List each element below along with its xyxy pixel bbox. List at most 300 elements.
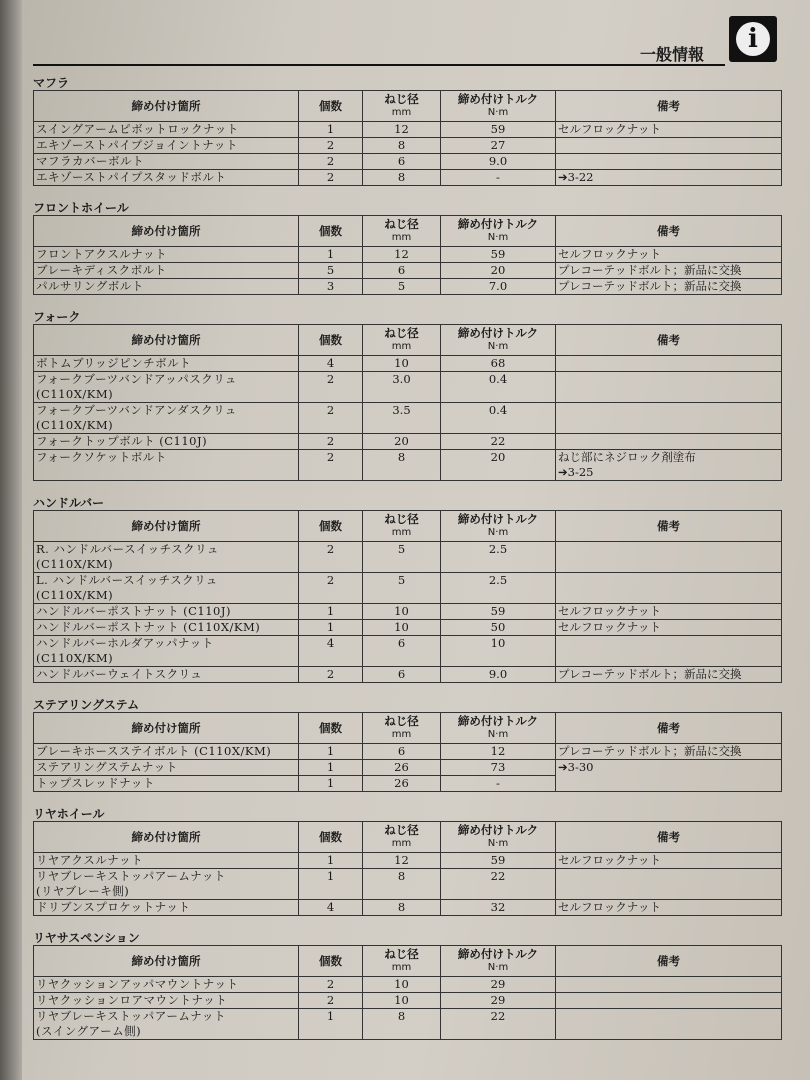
table-row <box>34 900 782 916</box>
column-header-label: 個数 <box>319 830 342 844</box>
table-row <box>34 853 782 869</box>
location-line: フロントアクスルナット <box>36 247 167 261</box>
column-header-label: 締め付けトルク <box>457 823 539 837</box>
cell-dia: 12 <box>363 853 441 869</box>
location-line: ハンドルバーホルダアッパナット <box>36 636 214 650</box>
column-header-location <box>34 511 299 542</box>
cell-note <box>556 1009 782 1040</box>
location-line: ブレーキホースステイボルト (C110X/KM) <box>36 744 272 758</box>
cell-torque: 2.5 <box>441 542 556 573</box>
table-row <box>34 372 782 403</box>
column-header-diameter <box>363 91 441 122</box>
cell-count: 2 <box>299 170 363 186</box>
cell-note <box>556 247 782 263</box>
cell-dia: 3.0 <box>363 372 441 403</box>
fastener-location <box>34 636 299 667</box>
cell-note <box>556 138 782 154</box>
table-row <box>34 744 782 760</box>
column-header-diameter <box>363 713 441 744</box>
cell-torque: 68 <box>441 356 556 372</box>
fastener-location <box>34 356 299 372</box>
cell-count: 1 <box>299 760 363 776</box>
cell-count: 2 <box>299 403 363 434</box>
cell-note <box>556 620 782 636</box>
location-line: L. ハンドルバースイッチスクリュ <box>36 573 218 587</box>
cell-count: 2 <box>299 542 363 573</box>
cell-count: 1 <box>299 744 363 760</box>
column-header-torque <box>441 511 556 542</box>
header-row <box>34 713 782 744</box>
cell-dia: 5 <box>363 542 441 573</box>
column-header-label: 個数 <box>319 333 342 347</box>
fastener-location <box>34 279 299 295</box>
cell-dia: 8 <box>363 170 441 186</box>
table-row <box>34 760 782 776</box>
cell-dia: 5 <box>363 573 441 604</box>
location-line: リヤアクスルナット <box>36 853 144 867</box>
location-line: (C110X/KM) <box>36 651 114 665</box>
column-unit: N·m <box>487 107 509 118</box>
cell-dia: 26 <box>363 760 441 776</box>
torque-table <box>33 821 782 916</box>
column-header-label: ねじ径 <box>384 947 419 961</box>
cell-torque: - <box>441 776 556 792</box>
location-line: (リヤブレーキ側) <box>36 884 130 898</box>
header-row <box>34 822 782 853</box>
cell-torque: 12 <box>441 744 556 760</box>
cell-dia: 6 <box>363 636 441 667</box>
column-unit: mm <box>391 729 412 740</box>
table-row <box>34 604 782 620</box>
table-row <box>34 403 782 434</box>
cell-torque: 29 <box>441 993 556 1009</box>
cell-note <box>556 170 782 186</box>
fastener-location <box>34 450 299 481</box>
column-header-label: ねじ径 <box>384 326 419 340</box>
cell-torque: 32 <box>441 900 556 916</box>
cell-dia: 8 <box>363 869 441 900</box>
cell-torque: 29 <box>441 977 556 993</box>
cell-note <box>556 573 782 604</box>
cell-dia: 10 <box>363 977 441 993</box>
cell-note <box>556 372 782 403</box>
torque-table <box>33 324 782 481</box>
cell-count: 4 <box>299 636 363 667</box>
column-header-diameter <box>363 946 441 977</box>
column-header-label: 備考 <box>657 830 680 844</box>
note-line: セルフロックナット <box>558 900 662 914</box>
column-header-location <box>34 91 299 122</box>
torque-spec-content <box>33 72 781 1053</box>
cell-count: 2 <box>299 993 363 1009</box>
column-header-count <box>299 511 363 542</box>
cell-dia: 20 <box>363 434 441 450</box>
section-title: ステアリングステム <box>33 698 140 712</box>
note-line: セルフロックナット <box>558 247 662 261</box>
fastener-location <box>34 667 299 683</box>
cell-dia: 10 <box>363 620 441 636</box>
cell-note <box>556 434 782 450</box>
cell-note <box>556 993 782 1009</box>
header-row <box>34 91 782 122</box>
fastener-location <box>34 977 299 993</box>
column-unit: mm <box>391 962 412 973</box>
cell-note <box>556 667 782 683</box>
binder-edge <box>0 0 22 1080</box>
cell-note <box>556 356 782 372</box>
note-line: ➔3-22 <box>558 170 594 184</box>
column-header-label: 備考 <box>657 99 680 113</box>
table-row <box>34 263 782 279</box>
column-header-label: 締め付けトルク <box>457 714 539 728</box>
fastener-location <box>34 1009 299 1040</box>
column-header-label: 個数 <box>319 954 342 968</box>
cell-count: 1 <box>299 620 363 636</box>
cell-dia: 8 <box>363 138 441 154</box>
location-line: (C110X/KM) <box>36 557 114 571</box>
location-line: スイングアームピボットロックナット <box>36 122 239 136</box>
location-line: フォークブーツバンドアッパスクリュ <box>36 372 237 386</box>
torque-table <box>33 90 782 186</box>
cell-torque: 73 <box>441 760 556 776</box>
column-header-diameter <box>363 216 441 247</box>
cell-torque: 50 <box>441 620 556 636</box>
column-header-notes <box>556 325 782 356</box>
column-header-label: 締め付けトルク <box>457 947 539 961</box>
cell-dia: 6 <box>363 667 441 683</box>
column-header-torque <box>441 91 556 122</box>
note-line: セルフロックナット <box>558 122 662 136</box>
cell-dia: 6 <box>363 154 441 170</box>
column-unit: N·m <box>487 527 509 538</box>
note-line: セルフロックナット <box>558 853 662 867</box>
cell-count: 1 <box>299 853 363 869</box>
column-header-count <box>299 946 363 977</box>
column-header-label: 個数 <box>319 224 342 238</box>
cell-torque: 59 <box>441 247 556 263</box>
fastener-location <box>34 869 299 900</box>
header-divider <box>33 64 725 66</box>
column-header-location <box>34 946 299 977</box>
column-header-diameter <box>363 511 441 542</box>
cell-dia: 8 <box>363 900 441 916</box>
location-line: マフラカバーボルト <box>36 154 144 168</box>
cell-count: 2 <box>299 573 363 604</box>
fastener-location <box>34 138 299 154</box>
cell-torque: 9.0 <box>441 667 556 683</box>
table-row <box>34 279 782 295</box>
torque-table <box>33 945 782 1040</box>
fastener-location <box>34 853 299 869</box>
column-header-count <box>299 91 363 122</box>
column-header-location <box>34 216 299 247</box>
column-unit: mm <box>391 232 412 243</box>
location-line: トップスレッドナット <box>36 776 155 790</box>
cell-count: 2 <box>299 667 363 683</box>
column-unit: mm <box>391 107 412 118</box>
column-header-label: 締め付け箇所 <box>131 224 201 238</box>
column-header-label: ねじ径 <box>384 217 419 231</box>
fastener-location <box>34 604 299 620</box>
column-header-label: 締め付けトルク <box>457 512 539 526</box>
cell-torque: 2.5 <box>441 573 556 604</box>
column-unit: mm <box>391 838 412 849</box>
cell-torque: 0.4 <box>441 372 556 403</box>
location-line: ハンドルバーポストナット (C110J) <box>36 604 231 618</box>
column-unit: mm <box>391 341 412 352</box>
table-row <box>34 170 782 186</box>
section-title: フォーク <box>33 310 81 324</box>
cell-dia: 6 <box>363 263 441 279</box>
table-row <box>34 993 782 1009</box>
cell-torque: 20 <box>441 450 556 481</box>
cell-count: 5 <box>299 263 363 279</box>
column-unit: N·m <box>487 232 509 243</box>
cell-torque: 7.0 <box>441 279 556 295</box>
cell-torque: 0.4 <box>441 403 556 434</box>
column-header-label: 備考 <box>657 721 680 735</box>
page-header-title: 一般情報 <box>640 45 705 64</box>
location-line: リヤクッションロアマウントナット <box>36 993 228 1007</box>
column-header-notes <box>556 946 782 977</box>
note-line: プレコーテッドボルト；新品に交換 <box>558 744 742 758</box>
column-header-label: 個数 <box>319 721 342 735</box>
note-line: プレコーテッドボルト；新品に交換 <box>558 279 742 293</box>
column-header-label: ねじ径 <box>384 512 419 526</box>
cell-note <box>556 122 782 138</box>
cell-dia: 8 <box>363 450 441 481</box>
section-title: リヤサスペンション <box>33 931 140 945</box>
column-header-label: 備考 <box>657 224 680 238</box>
location-line: リヤクッションアッパマウントナット <box>36 977 239 991</box>
cell-count: 2 <box>299 434 363 450</box>
fastener-location <box>34 620 299 636</box>
note-line: セルフロックナット <box>558 620 662 634</box>
location-line: R. ハンドルバースイッチスクリュ <box>36 542 219 556</box>
column-header-count <box>299 822 363 853</box>
table-row <box>34 154 782 170</box>
note-line: プレコーテッドボルト；新品に交換 <box>558 263 742 277</box>
cell-torque: 22 <box>441 869 556 900</box>
cell-count: 2 <box>299 450 363 481</box>
cell-note <box>556 403 782 434</box>
fastener-location <box>34 760 299 776</box>
cell-note <box>556 279 782 295</box>
cell-note <box>556 760 782 792</box>
torque-table <box>33 510 782 683</box>
column-unit: N·m <box>487 729 509 740</box>
table-row <box>34 869 782 900</box>
table-row <box>34 636 782 667</box>
cell-note <box>556 542 782 573</box>
fastener-location <box>34 170 299 186</box>
column-header-torque <box>441 822 556 853</box>
fastener-location <box>34 744 299 760</box>
location-line: ドリブンスプロケットナット <box>36 900 191 914</box>
table-row <box>34 434 782 450</box>
section-title: マフラ <box>33 76 70 90</box>
column-header-torque <box>441 216 556 247</box>
table-row <box>34 977 782 993</box>
column-header-label: 締め付け箇所 <box>131 721 201 735</box>
cell-count: 1 <box>299 1009 363 1040</box>
header-row <box>34 511 782 542</box>
fastener-location <box>34 122 299 138</box>
cell-dia: 26 <box>363 776 441 792</box>
location-line: (スイングアーム側) <box>36 1024 142 1038</box>
column-header-notes <box>556 822 782 853</box>
column-header-label: 締め付けトルク <box>457 326 539 340</box>
cell-note <box>556 744 782 760</box>
cell-dia: 6 <box>363 744 441 760</box>
info-icon <box>729 16 777 62</box>
column-header-count <box>299 216 363 247</box>
location-line: リヤブレーキストッパアームナット <box>36 1009 226 1023</box>
fastener-location <box>34 403 299 434</box>
column-header-label: ねじ径 <box>384 92 419 106</box>
column-header-notes <box>556 713 782 744</box>
cell-dia: 10 <box>363 993 441 1009</box>
fastener-location <box>34 542 299 573</box>
cell-note <box>556 869 782 900</box>
note-line: プレコーテッドボルト；新品に交換 <box>558 667 742 681</box>
column-header-label: 個数 <box>319 519 342 533</box>
fastener-location <box>34 372 299 403</box>
cell-dia: 10 <box>363 356 441 372</box>
location-line: リヤブレーキストッパアームナット <box>36 869 226 883</box>
torque-table <box>33 712 782 792</box>
section-title: リヤホイール <box>33 807 105 821</box>
column-header-diameter <box>363 822 441 853</box>
column-header-label: 締め付け箇所 <box>131 333 201 347</box>
location-line: フォークブーツバンドアンダスクリュ <box>36 403 237 417</box>
note-line: ➔3-30 <box>558 760 594 774</box>
column-header-label: 締め付け箇所 <box>131 99 201 113</box>
fastener-location <box>34 434 299 450</box>
cell-torque: 27 <box>441 138 556 154</box>
cell-note <box>556 977 782 993</box>
note-line: ➔3-25 <box>558 465 594 479</box>
section-title: ハンドルバー <box>33 496 105 510</box>
cell-count: 1 <box>299 869 363 900</box>
location-line: ハンドルバーポストナット (C110X/KM) <box>36 620 261 634</box>
table-row <box>34 667 782 683</box>
column-header-count <box>299 713 363 744</box>
cell-dia: 5 <box>363 279 441 295</box>
column-header-label: 個数 <box>319 99 342 113</box>
location-line: パルサリングボルト <box>36 279 144 293</box>
cell-note <box>556 900 782 916</box>
location-line: エキゾーストパイプジョイントナット <box>36 138 238 152</box>
column-header-label: 備考 <box>657 519 680 533</box>
cell-note <box>556 450 782 481</box>
cell-count: 2 <box>299 154 363 170</box>
cell-note <box>556 636 782 667</box>
cell-note <box>556 263 782 279</box>
header-row <box>34 325 782 356</box>
section-title: フロントホイール <box>33 201 129 215</box>
column-header-label: 締め付けトルク <box>457 217 539 231</box>
column-header-label: 備考 <box>657 333 680 347</box>
location-line: (C110X/KM) <box>36 418 114 432</box>
cell-torque: 10 <box>441 636 556 667</box>
cell-torque: 20 <box>441 263 556 279</box>
cell-count: 1 <box>299 604 363 620</box>
fastener-location <box>34 776 299 792</box>
column-header-notes <box>556 216 782 247</box>
fastener-location <box>34 263 299 279</box>
table-row <box>34 573 782 604</box>
cell-dia: 12 <box>363 122 441 138</box>
location-line: エキゾーストパイプスタッドボルト <box>36 170 227 184</box>
column-header-notes <box>556 91 782 122</box>
cell-torque: 9.0 <box>441 154 556 170</box>
cell-count: 1 <box>299 776 363 792</box>
cell-note <box>556 604 782 620</box>
cell-torque: 59 <box>441 122 556 138</box>
column-header-location <box>34 713 299 744</box>
column-header-torque <box>441 325 556 356</box>
cell-torque: 22 <box>441 1009 556 1040</box>
note-line: ねじ部にネジロック剤塗布 <box>558 450 696 464</box>
cell-count: 1 <box>299 122 363 138</box>
cell-dia: 8 <box>363 1009 441 1040</box>
column-header-notes <box>556 511 782 542</box>
cell-count: 4 <box>299 356 363 372</box>
cell-torque: 59 <box>441 604 556 620</box>
column-unit: N·m <box>487 838 509 849</box>
column-unit: N·m <box>487 341 509 352</box>
column-header-label: 締め付け箇所 <box>131 519 201 533</box>
column-header-torque <box>441 713 556 744</box>
cell-torque: - <box>441 170 556 186</box>
column-header-torque <box>441 946 556 977</box>
cell-dia: 10 <box>363 604 441 620</box>
cell-torque: 22 <box>441 434 556 450</box>
table-row <box>34 1009 782 1040</box>
location-line: (C110X/KM) <box>36 387 114 401</box>
fastener-location <box>34 247 299 263</box>
column-header-label: 締め付け箇所 <box>131 954 201 968</box>
column-header-count <box>299 325 363 356</box>
table-row <box>34 138 782 154</box>
table-row <box>34 247 782 263</box>
location-line: フォークトップボルト (C110J) <box>36 434 208 448</box>
table-row <box>34 122 782 138</box>
column-unit: mm <box>391 527 412 538</box>
fastener-location <box>34 993 299 1009</box>
fastener-location <box>34 154 299 170</box>
column-header-diameter <box>363 325 441 356</box>
note-line: セルフロックナット <box>558 604 662 618</box>
column-header-location <box>34 822 299 853</box>
fastener-location <box>34 573 299 604</box>
info-icon-glyph: i <box>736 22 770 56</box>
cell-note <box>556 154 782 170</box>
torque-table <box>33 215 782 295</box>
cell-count: 2 <box>299 372 363 403</box>
cell-count: 4 <box>299 900 363 916</box>
header-row <box>34 946 782 977</box>
cell-count: 2 <box>299 138 363 154</box>
location-line: ボトムブリッジピンチボルト <box>36 356 192 370</box>
location-line: ステアリングステムナット <box>36 760 178 774</box>
table-row <box>34 450 782 481</box>
cell-torque: 59 <box>441 853 556 869</box>
cell-dia: 12 <box>363 247 441 263</box>
cell-count: 3 <box>299 279 363 295</box>
location-line: (C110X/KM) <box>36 588 114 602</box>
